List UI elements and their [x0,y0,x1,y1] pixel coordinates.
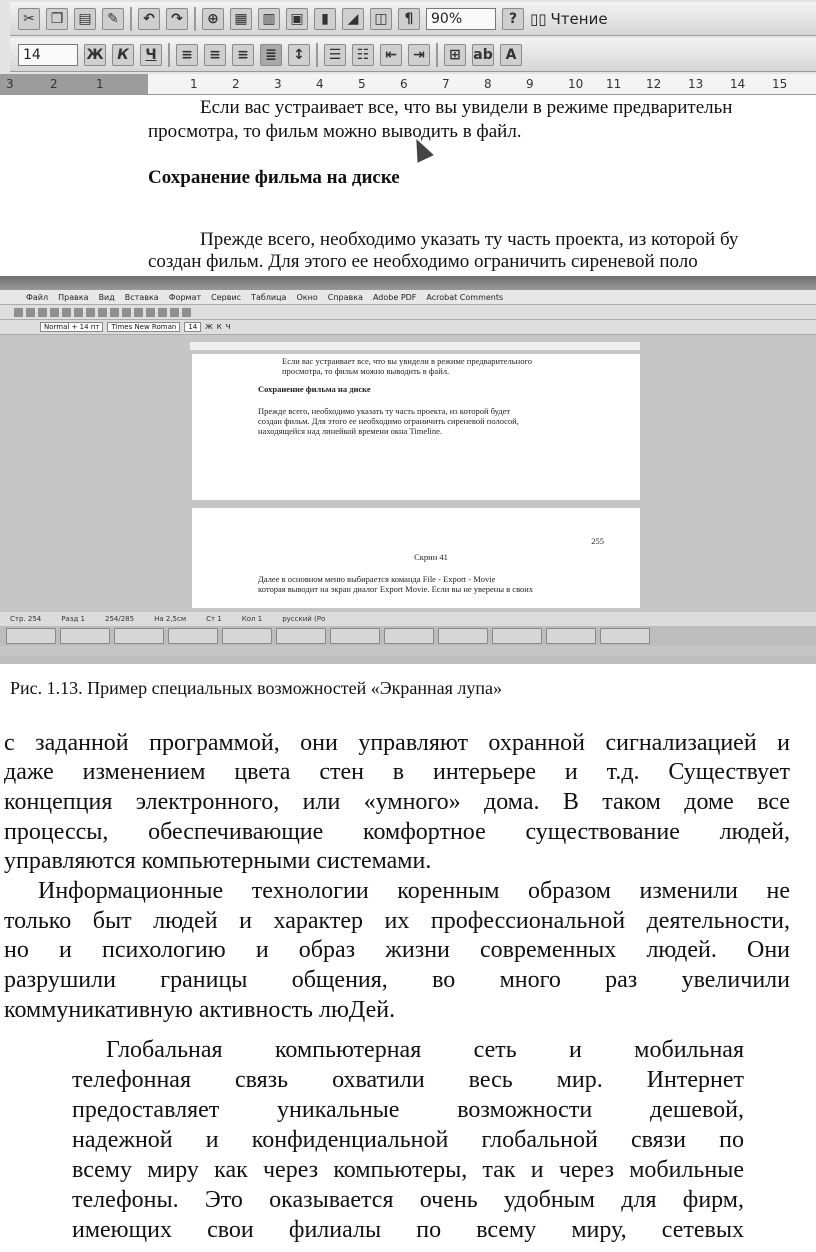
status-page: Стр. 254 [10,615,42,623]
page-number: 255 [591,536,604,546]
page-line: Прежде всего, необходимо указать ту часть проекта, из которой будет [258,406,511,416]
body-line: коммуникативную активность люДей. [4,997,396,1023]
increase-indent-icon[interactable]: ⇥ [408,44,430,66]
status-section: Разд 1 [61,615,85,623]
zoom-icon[interactable] [182,308,191,317]
taskbar-button[interactable] [60,628,110,644]
taskbar-button[interactable] [330,628,380,644]
book-icon: ▯▯ [530,9,547,28]
body-line: управляются компьютерными системами. [4,848,432,874]
body-line: телефонная связь охватили весь мир. Интернет [72,1067,744,1093]
ruler-margin [0,74,148,94]
page-line: находящейся над линейкой времени окна Timeline. [258,426,442,436]
body-line: но и психологию и образ жизни современных людей. Они [4,937,790,963]
bold-button[interactable]: Ж [84,44,106,66]
preview-icon[interactable] [62,308,71,317]
document-map-icon[interactable]: ◫ [370,8,392,30]
size-box[interactable]: 14 [184,322,201,332]
tables-borders-icon[interactable]: ▦ [230,8,252,30]
ruler-tick-label: 8 [484,77,492,91]
ruler-tick-label: 9 [526,77,534,91]
ruler-tick-label: 2 [50,77,58,91]
page-line: которая выводит на экран диалог Export Movie. Если вы не уверены в своих [258,584,534,594]
align-right-icon[interactable]: ≡ [232,44,254,66]
ruler-tick-label: 12 [646,77,662,91]
page-2[interactable] [192,508,640,608]
taskbar-button[interactable] [114,628,164,644]
align-left-icon[interactable]: ≡ [176,44,198,66]
underline-button[interactable]: Ч [225,323,231,331]
taskbar-button[interactable] [6,628,56,644]
ruler-tick-label: 11 [606,77,622,91]
redo-icon[interactable] [134,308,143,317]
cut-icon[interactable] [86,308,95,317]
print-icon[interactable] [50,308,59,317]
columns-icon[interactable]: ▮ [314,8,336,30]
doc-heading: Сохранение фильма на диске [148,167,400,188]
save-icon[interactable] [38,308,47,317]
doc-line: Прежде всего, необходимо указать ту часть проекта, из которой бу [200,229,739,250]
italic-button[interactable]: К [112,44,134,66]
page-line: Если вас устраивает все, что вы увидели в режиме предварительного [282,356,532,366]
menu-format[interactable]: Формат [168,292,202,302]
body-line: Информационные технологии коренным образом изменили не [38,878,790,904]
body-line: надежной и конфиденциальной глобальной связи по [72,1127,744,1153]
magnified-document[interactable] [0,95,816,276]
taskbar-button[interactable] [492,628,542,644]
justify-icon[interactable]: ≣ [260,44,282,66]
ruler-tick-label: 1 [190,77,198,91]
horizontal-ruler[interactable] [0,74,816,95]
body-line: телефоны. Это оказывается очень удобным для фирм, [72,1187,744,1213]
taskbar-button[interactable] [168,628,218,644]
body-line: всему миру как через компьютеры, так и через мобильные [72,1157,744,1183]
menu-insert[interactable]: Вставка [124,292,159,302]
body-line: имеющих свои филиалы по всему миру, сетевых [72,1217,744,1243]
bold-button[interactable]: Ж [205,323,213,331]
decrease-indent-icon[interactable]: ⇤ [380,44,402,66]
new-icon[interactable] [14,308,23,317]
toolbar-separator [168,43,170,67]
insert-table-icon[interactable]: ▥ [258,8,280,30]
excel-sheet-icon[interactable]: ▣ [286,8,308,30]
ruler-tick-label: 5 [358,77,366,91]
menu-acrobat-comments[interactable]: Acrobat Comments [426,292,504,302]
ruler-tick-label: 4 [316,77,324,91]
body-line: с заданной программой, они управляют охранной сигнализацией и [4,730,790,756]
drawing-icon[interactable] [170,308,179,317]
body-line: процессы, обеспечивающие комфортное существование людей, [4,819,790,845]
page-1[interactable] [192,354,640,500]
read-mode-button[interactable] [530,10,608,28]
taskbar-button[interactable] [438,628,488,644]
word-window [0,276,816,656]
ruler-tick-label: 1 [96,77,104,91]
align-center-icon[interactable]: ≡ [204,44,226,66]
menu-edit[interactable]: Правка [58,292,89,302]
open-icon[interactable] [26,308,35,317]
toolbar-separator [436,43,438,67]
italic-button[interactable]: К [216,323,222,331]
copy-icon[interactable]: ❐ [46,8,68,30]
taskbar [0,626,816,646]
doc-line: Если вас устраивает все, что вы увидели в режиме предварительн [200,97,733,118]
style-box[interactable]: Normal + 14 пт [40,322,103,332]
read-mode-label: Чтение [550,9,608,28]
bullets-icon[interactable]: ☷ [352,44,374,66]
columns-icon[interactable] [158,308,167,317]
magnifier-view [0,0,816,276]
undo-icon[interactable] [122,308,131,317]
copy-icon[interactable] [98,308,107,317]
ruler-tick-label: 14 [730,77,746,91]
body-line: концепция электронного, или «умного» дома. В таком доме все [4,789,790,815]
status-bar [0,612,816,626]
status-pages: 254/285 [105,615,135,623]
body-line: только быт людей и характер их профессиональной деятельности, [4,908,790,934]
menu-help[interactable]: Справка [327,292,363,302]
menu-bar [0,290,816,305]
format-painter-icon[interactable]: ✎ [102,8,124,30]
redo-icon[interactable]: ↷ [166,8,188,30]
standard-toolbar [10,2,816,36]
ruler-tick-label: 3 [274,77,282,91]
page-line: Далее в основном меню выбирается команда File - Export - Movie [258,574,496,584]
taskbar-button[interactable] [276,628,326,644]
highlight-icon[interactable]: ab [472,44,494,66]
menu-file[interactable]: Файл [26,292,49,302]
menu-tools[interactable]: Сервис [211,292,242,302]
undo-icon[interactable]: ↶ [138,8,160,30]
ruler-tick-label: 7 [442,77,450,91]
title-bar [0,276,816,290]
taskbar-button[interactable] [600,628,650,644]
figure-caption: Рис. 1.13. Пример специальных возможностей «Экранная лупа» [10,678,503,698]
toolbar-separator [130,7,132,31]
formatting-toolbar [10,38,816,72]
status-position: На 2,5см [154,615,187,623]
ruler-tick-label: 10 [568,77,584,91]
ruler-tick-label: 2 [232,77,240,91]
ruler-tick-label: 15 [772,77,788,91]
cut-icon[interactable]: ✂ [18,8,40,30]
ruler-tick-label: 3 [6,77,14,91]
menu-table[interactable]: Таблица [251,292,287,302]
small-ruler[interactable] [190,342,640,350]
page-heading: Скрин 41 [414,552,448,562]
hyperlink-icon[interactable]: ⊕ [202,8,224,30]
page-line: просмотра, то фильм можно выводить в файл. [282,366,450,376]
help-icon[interactable]: ? [502,8,524,30]
menu-view[interactable]: Вид [98,292,115,302]
small-standard-toolbar [0,305,816,320]
drawing-icon[interactable]: ◢ [342,8,364,30]
underline-button[interactable]: Ч [140,44,162,66]
toolbar-separator [316,43,318,67]
status-line: Ст 1 [206,615,222,623]
doc-line: просмотра, то фильм можно выводить в файл. [148,121,522,142]
toolbar-separator [194,7,196,31]
status-language: русский (Ро [282,615,326,623]
font-size-combo[interactable]: 14 [18,44,78,66]
body-line: разрушили границы общения, во много раз увеличили [4,967,790,993]
doc-line: создан фильм. Для этого ее необходимо ограничить сиреневой поло [148,251,698,272]
spelling-icon[interactable] [74,308,83,317]
font-box[interactable]: Times New Roman [107,322,180,332]
status-column: Кол 1 [241,615,263,623]
zoom-combo[interactable]: 90% [426,8,496,30]
page-heading: Сохранение фильма на диске [258,384,371,394]
ruler-tick-label: 6 [400,77,408,91]
line-spacing-icon[interactable]: ↕ [288,44,310,66]
body-line: даже изменением цвета стен в интерьере и т.д. Существует [4,759,790,785]
borders-icon[interactable]: ⊞ [444,44,466,66]
numbering-icon[interactable]: ☰ [324,44,346,66]
small-formatting-toolbar [0,320,816,335]
menu-window[interactable]: Окно [296,292,318,302]
body-line: Глобальная компьютерная сеть и мобильная [106,1037,744,1063]
body-line: предоставляет уникальные возможности дешевой, [72,1097,744,1123]
taskbar-button[interactable] [384,628,434,644]
taskbar-button[interactable] [222,628,272,644]
font-color-icon[interactable]: A [500,44,522,66]
paste-icon[interactable]: ▤ [74,8,96,30]
show-hide-icon[interactable]: ¶ [398,8,420,30]
table-icon[interactable] [146,308,155,317]
taskbar-button[interactable] [546,628,596,644]
menu-adobe-pdf[interactable]: Adobe PDF [372,292,417,302]
page-line: создан фильм. Для этого ее необходимо ограничить сиреневой полосой, [258,416,519,426]
paste-icon[interactable] [110,308,119,317]
ruler-tick-label: 13 [688,77,704,91]
